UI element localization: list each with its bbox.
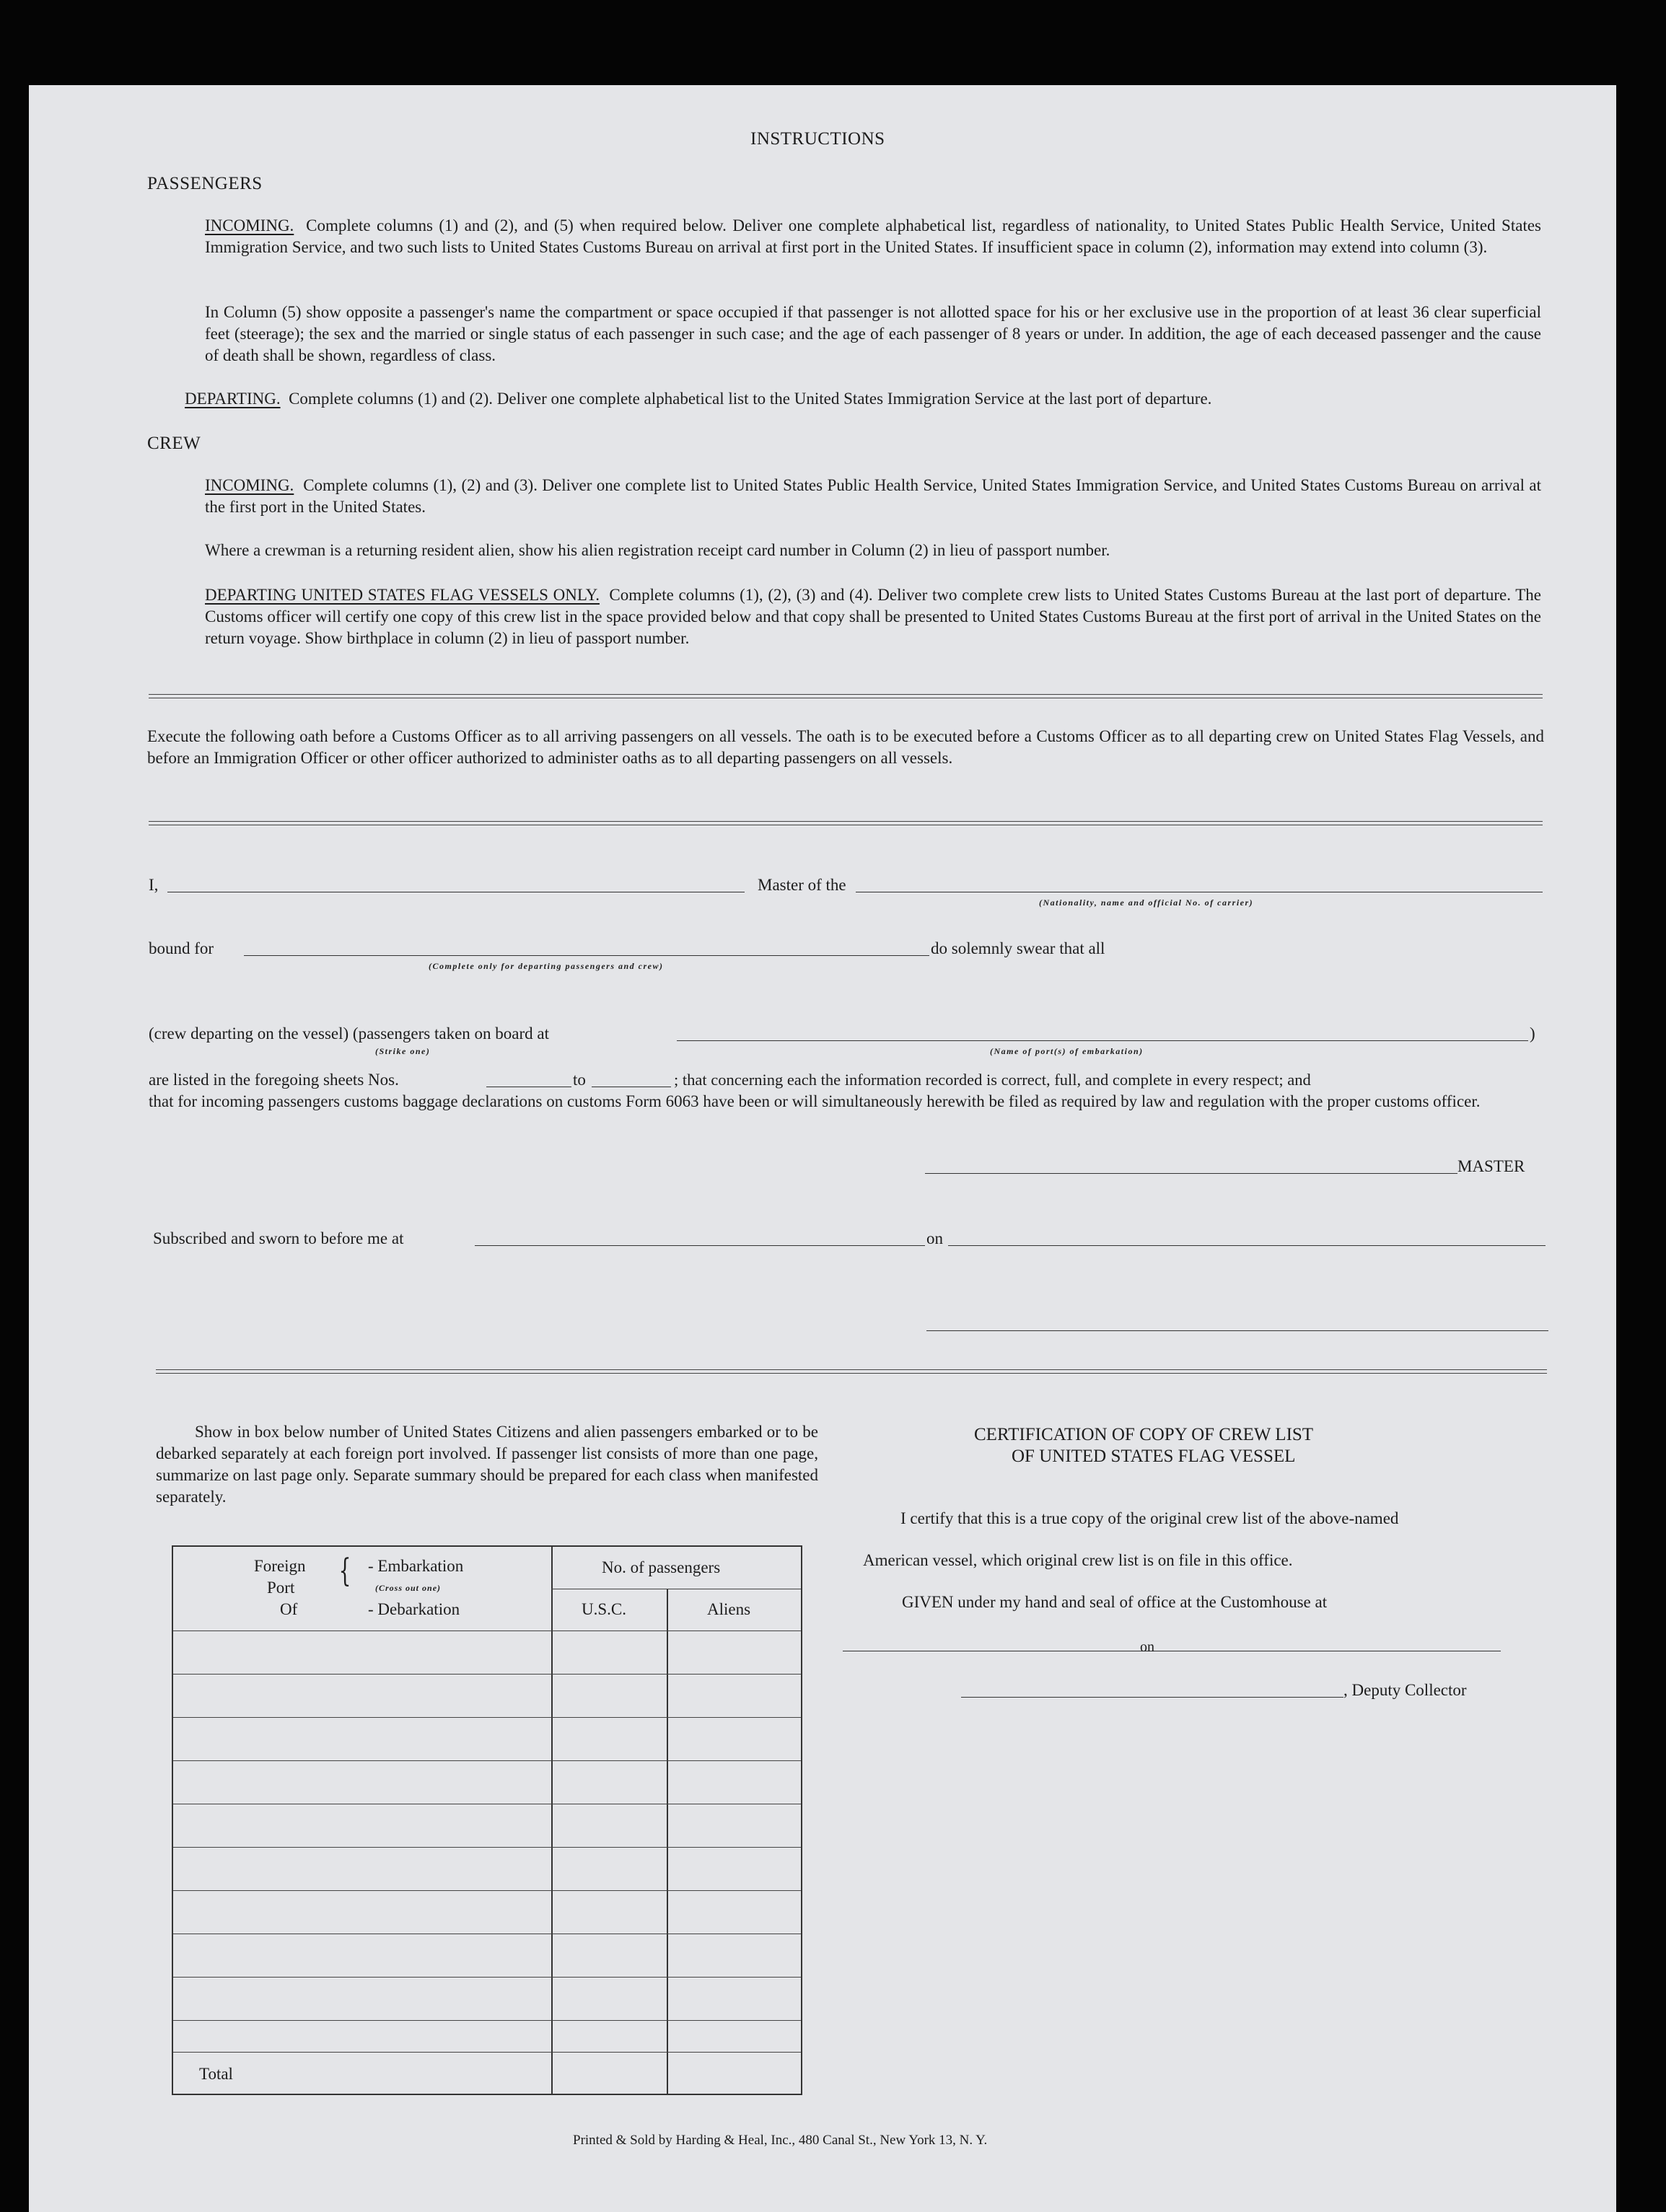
crew-incoming-text: Complete columns (1), (2) and (3). Deliver one complete list to United States Public Health Service, United States Immigration Service, and United States Customs Bureau on arrival at the first port in the United States. xyxy=(205,476,1542,516)
table-foreign-label: Foreign xyxy=(254,1557,306,1575)
cert-on-label: on xyxy=(1140,1639,1154,1655)
passenger-summary-table xyxy=(172,1545,802,2095)
listed-prefix: are listed in the foregoing sheets Nos. xyxy=(149,1071,399,1089)
deputy-collector-label: , Deputy Collector xyxy=(1343,1681,1467,1699)
passengers-incoming-text: Complete columns (1) and (2), and (5) when required below. Deliver one complete alphabetical list, regardless of nationality, to United States Public Health Service, United States Immigration Service, and two such lists to United States Customs Bureau on arrival at first port in the United States. If insufficient space in column (2), information may extend into column (3). xyxy=(205,216,1541,256)
given-line: GIVEN under my hand and seal of office at the Customhouse at xyxy=(902,1593,1328,1611)
crew-departing-paragraph xyxy=(205,584,1541,649)
passengers-incoming-label: INCOMING. xyxy=(205,216,294,234)
brace-icon: { xyxy=(338,1553,351,1589)
crew-resident-paragraph: Where a crewman is a returning resident alien, show his alien registration receipt card number in Column (2) in lieu of passport number. xyxy=(205,541,1110,559)
table-port-label: Port xyxy=(267,1579,295,1597)
table-no-passengers-label: No. of passengers xyxy=(602,1558,721,1576)
table-divider-port xyxy=(551,1547,553,2094)
table-debarkation-label: - Debarkation xyxy=(368,1600,460,1618)
table-row-line xyxy=(173,1674,801,1675)
table-row-line xyxy=(173,2020,801,2021)
certification-title-line2: OF UNITED STATES FLAG VESSEL xyxy=(1012,1447,1296,1466)
table-cross-out-caption: (Cross out one) xyxy=(375,1583,442,1593)
officer-signature-line[interactable] xyxy=(926,1330,1548,1331)
printer-footer: Printed & Sold by Harding & Heal, Inc., 480 Canal St., New York 13, N. Y. xyxy=(573,2133,988,2148)
passengers-incoming-paragraph xyxy=(205,215,1541,258)
table-row-line xyxy=(173,1890,801,1891)
close-paren: ) xyxy=(1530,1024,1535,1043)
embarkation-port-field[interactable] xyxy=(677,1040,1528,1041)
master-of-label: Master of the xyxy=(758,876,846,894)
table-embarkation-label: - Embarkation xyxy=(368,1557,464,1575)
passengers-heading: PASSENGERS xyxy=(147,174,263,193)
nationality-caption: (Nationality, name and official No. of carrier) xyxy=(1039,897,1254,908)
master-signature-line[interactable] xyxy=(925,1173,1457,1174)
form-page xyxy=(29,85,1616,2212)
section-divider-2 xyxy=(149,821,1543,825)
table-row-line xyxy=(173,1977,801,1978)
complete-only-caption: (Complete only for departing passengers and crew) xyxy=(429,961,664,971)
to-label: to xyxy=(573,1071,586,1089)
table-total-rule xyxy=(173,2052,801,2053)
sworn-date-field[interactable] xyxy=(948,1245,1546,1246)
passengers-departing-paragraph xyxy=(185,388,1541,410)
bound-for-field[interactable] xyxy=(244,955,929,956)
swear-label: do solemnly swear that all xyxy=(931,939,1105,957)
master-label: MASTER xyxy=(1457,1157,1525,1175)
strike-one-caption: (Strike one) xyxy=(375,1046,431,1056)
page-title: INSTRUCTIONS xyxy=(750,129,885,149)
certify-line2: American vessel, which original crew list is on file in this office. xyxy=(863,1551,1293,1569)
oath-rest: that for incoming passengers customs baggage declarations on customs Form 6063 have been or will simultaneously herewith be filed as required by law and regulation with the proper customs officer. xyxy=(149,1092,1481,1110)
section-divider-3 xyxy=(156,1369,1547,1374)
table-aliens-label: Aliens xyxy=(707,1600,751,1618)
section-divider-1 xyxy=(149,694,1543,698)
passengers-departing-text: Complete columns (1) and (2). Deliver one complete alphabetical list to the United States Immigration Service at the last port of departure. xyxy=(289,390,1212,408)
listed-suffix: ; that concerning each the information recorded is correct, full, and complete in every respect; and xyxy=(674,1071,1311,1089)
table-row-line xyxy=(173,1717,801,1718)
on-label: on xyxy=(926,1229,943,1247)
crew-heading: CREW xyxy=(147,434,201,453)
table-row-line xyxy=(173,1760,801,1761)
table-row-line xyxy=(173,1847,801,1848)
crew-departing-label: DEPARTING UNITED STATES FLAG VESSELS ONLY. xyxy=(205,586,600,604)
certify-line1: I certify that this is a true copy of the original crew list of the above-named xyxy=(900,1509,1399,1527)
oath-i-label: I, xyxy=(149,876,159,894)
table-divider-usc xyxy=(667,1589,668,2094)
oath-instruction: Execute the following oath before a Customs Officer as to all arriving passengers on all vessels. The oath is to be executed before a Customs Officer as to all departing crew on United States Flag Vessels, and before an Immigration Officer or other officer authorized to administer oaths as to all departing passengers on all vessels. xyxy=(147,727,1544,767)
passengers-departing-label: DEPARTING. xyxy=(185,390,281,408)
ports-caption: (Name of port(s) of embarkation) xyxy=(990,1046,1144,1056)
subscribed-label: Subscribed and sworn to before me at xyxy=(153,1229,404,1247)
table-total-label: Total xyxy=(199,2065,233,2083)
table-of-label: Of xyxy=(280,1600,298,1618)
crew-incoming-paragraph xyxy=(205,475,1541,518)
table-usc-label: U.S.C. xyxy=(582,1600,626,1618)
crew-passengers-label: (crew departing on the vessel) (passengers taken on board at xyxy=(149,1024,549,1043)
passengers-column5-paragraph: In Column (5) show opposite a passenger's name the compartment or space occupied if that passenger is not allotted space for his or her exclusive use in the proportion of at least 36 clear superficial feet (steerage); the sex and the married or single status of each passenger in such case; and the age of each passenger of 8 years or under. In addition, the age of each deceased passenger and the cause of death shall be shown, regardless of class. xyxy=(205,303,1541,364)
crew-incoming-label: INCOMING. xyxy=(205,476,294,494)
crew-departing-text: Complete columns (1), (2), (3) and (4). Deliver two complete crew lists to United States Customs Bureau at the last port of departure. The Customs officer will certify one copy of this crew list in the space provided below and that copy shall be presented to United States Customs Bureau at the first port of arrival in the United States on the return voyage. Show birthplace in column (2) in lieu of passport number. xyxy=(205,586,1542,647)
summary-instruction: Show in box below number of United States Citizens and alien passengers embarked or to be debarked separately at each foreign port involved. If passenger list consists of more than one page, summarize on last page only. Separate summary should be prepared for each class when manifested separately. xyxy=(156,1423,818,1506)
sworn-location-field[interactable] xyxy=(475,1245,925,1246)
certification-title-line1: CERTIFICATION OF COPY OF CREW LIST xyxy=(974,1425,1314,1444)
deputy-collector-signature-line[interactable] xyxy=(961,1697,1343,1698)
bound-for-label: bound for xyxy=(149,939,214,957)
